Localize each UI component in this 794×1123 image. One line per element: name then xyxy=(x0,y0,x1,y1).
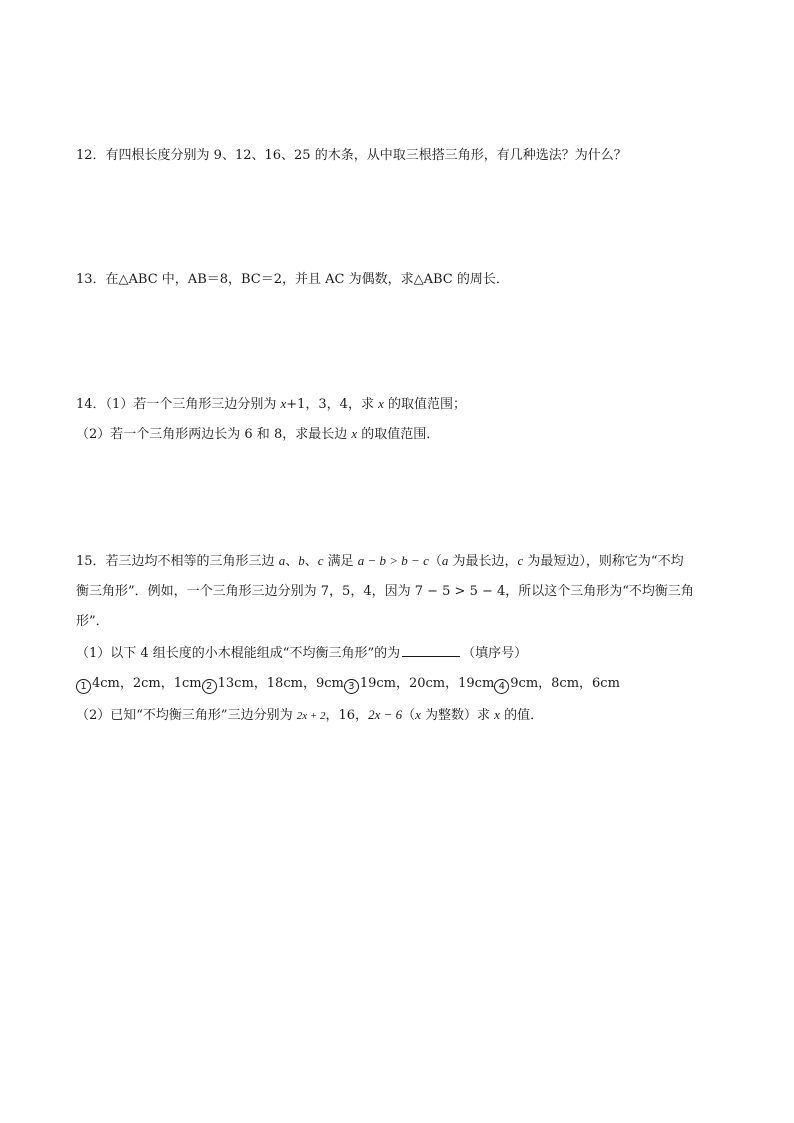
option-4-text: 9cm，8cm，6cm xyxy=(510,676,620,691)
q15-var-a: a xyxy=(278,553,286,568)
q15-part2-int: 为整数）求 xyxy=(420,708,495,723)
question-15-line-2 xyxy=(76,582,694,602)
q15-var-c2: c xyxy=(517,553,524,568)
q15-part2-mid: ，16， xyxy=(325,708,369,723)
q15-part1-prefix: （1）以下 4 组长度的小木棍能组成“不均衡三角形”的为 xyxy=(76,646,401,661)
option-2-text: 13cm，18cm，9cm xyxy=(217,676,344,691)
q15-part1-suffix: （填序号） xyxy=(462,646,528,661)
q14-var-x: x xyxy=(280,396,287,411)
q15-var-a2: a xyxy=(441,553,449,568)
question-15-part-1 xyxy=(76,643,527,664)
question-12-text: 12．有四根长度分别为 9、12、16、25 的木条，从中取三根搭三角形，有几种选法？为什么？ xyxy=(76,148,627,163)
option-4-number-icon: 4 xyxy=(494,679,509,694)
q15-line3-text: 形”． xyxy=(76,614,109,629)
q14-var-x2: x xyxy=(378,396,384,411)
option-3-number-icon: 3 xyxy=(344,679,359,694)
q15-line1-mid: 满足 xyxy=(323,554,358,569)
q15-part2-expr2: 2x − 6 xyxy=(368,707,403,722)
q15-sep2: 、 xyxy=(304,554,318,569)
q15-paren-open: （ xyxy=(428,554,442,569)
question-15-options xyxy=(76,674,620,694)
q14-line1-expr: +1，3，4，求 xyxy=(286,397,379,412)
q15-var-c: c xyxy=(317,553,324,568)
q15-part2-expr1: 2x + 2 xyxy=(296,710,326,722)
q14-line2-suffix: 的取值范围． xyxy=(357,427,440,442)
question-13 xyxy=(76,270,509,290)
q15-var-b: b xyxy=(298,553,305,568)
q15-part2-var-x: x xyxy=(415,707,421,722)
answer-blank[interactable] xyxy=(402,643,460,657)
q15-line2-text: 衡三角形”．例如，一个三角形三边分别为 7，5，4，因为 7 − 5 > 5 − 4，所以这个三角形为“不均衡三角 xyxy=(76,584,694,599)
question-15-line-3 xyxy=(76,612,109,632)
q14-line2-prefix: （2）若一个三角形两边长为 6 和 8，求最长边 xyxy=(76,427,352,442)
q15-part2-prefix: （2）已知“不均衡三角形”三边分别为 xyxy=(76,708,297,723)
q15-part2-paren: （ xyxy=(402,708,416,723)
q15-longest-text: 为最长边， xyxy=(448,554,518,569)
option-3-text: 19cm，20cm，19cm xyxy=(359,676,495,691)
q14-line1-suffix: 的取值范围； xyxy=(383,397,466,412)
q14-var-x3: x xyxy=(351,426,358,441)
question-15-line-1 xyxy=(76,551,684,572)
option-1-number-icon: 1 xyxy=(76,679,91,694)
q15-part2-suffix: 的值． xyxy=(499,708,544,723)
question-14-part-2 xyxy=(76,424,439,445)
q14-line1-prefix: 14．（1）若一个三角形三边分别为 xyxy=(76,397,281,412)
q15-sep1: 、 xyxy=(285,554,299,569)
q15-line1-prefix: 15．若三边均不相等的三角形三边 xyxy=(76,554,279,569)
q15-inequality: a − b > b − c xyxy=(357,553,429,568)
question-12 xyxy=(76,146,627,166)
option-1-text: 4cm，2cm，1cm xyxy=(92,676,202,691)
q15-shortest-text: 为最短边），则称它为“不均 xyxy=(523,554,684,569)
question-15-part-2 xyxy=(76,705,543,726)
option-2-number-icon: 2 xyxy=(202,679,217,694)
question-14-part-1 xyxy=(76,394,466,415)
q15-part2-var-x2: x xyxy=(494,707,500,722)
question-13-text: 13．在△ABC 中，AB＝8，BC＝2，并且 AC 为偶数，求△ABC 的周长． xyxy=(76,272,509,287)
